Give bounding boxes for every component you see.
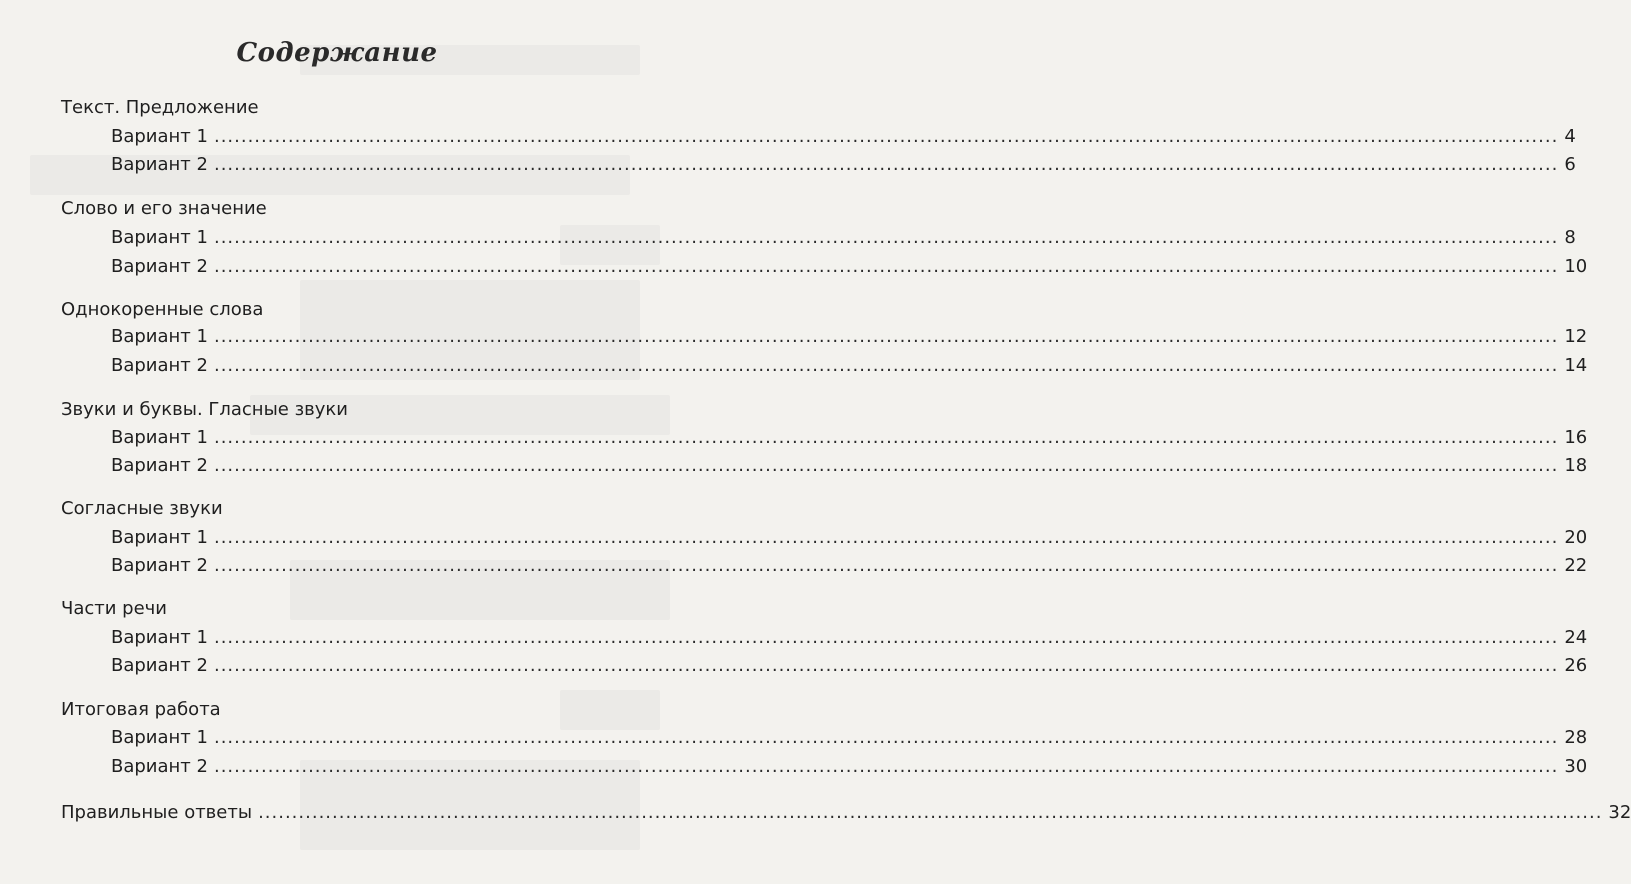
page-number: 18: [1564, 455, 1588, 476]
entry-label: Вариант 2: [111, 355, 208, 376]
dot-leader: ........................................................................................................................................................................................................: [213, 527, 1559, 548]
entry-label: Вариант 1: [111, 227, 208, 248]
dot-leader: ........................................................................................................................................................................................................: [213, 627, 1559, 648]
page-number: 6: [1564, 154, 1576, 175]
page-number: 4: [1564, 126, 1576, 147]
toc-entry[interactable]: [111, 655, 1588, 681]
page-number: 28: [1564, 727, 1588, 748]
page-number: 24: [1564, 627, 1588, 648]
toc-entry[interactable]: [111, 427, 1588, 453]
dot-leader: ........................................................................................................................................................................................................: [213, 326, 1559, 347]
toc-entry[interactable]: [111, 126, 1576, 152]
entry-label: Вариант 1: [111, 427, 208, 448]
dot-leader: ........................................................................................................................................................................................................: [213, 355, 1559, 376]
dot-leader: ........................................................................................................................................................................................................: [213, 427, 1559, 448]
toc-entry[interactable]: [111, 455, 1588, 481]
dot-leader: ........................................................................................................................................................................................................: [213, 555, 1559, 576]
toc-entry[interactable]: [111, 727, 1588, 753]
entry-label: Вариант 2: [111, 756, 208, 777]
dot-leader: ........................................................................................................................................................................................................: [213, 655, 1559, 676]
entry-label: Правильные ответы: [61, 802, 253, 823]
page-number: 12: [1564, 326, 1588, 347]
toc-entry[interactable]: [111, 355, 1588, 381]
page-number: 32: [1608, 802, 1631, 823]
page-number: 30: [1564, 756, 1588, 777]
page-number: 16: [1564, 427, 1588, 448]
toc-entry-answers[interactable]: [61, 802, 1631, 828]
section-heading: Согласные звуки: [61, 498, 223, 519]
entry-label: Вариант 1: [111, 627, 208, 648]
toc-entry[interactable]: [111, 154, 1576, 180]
entry-label: Вариант 2: [111, 256, 208, 277]
entry-label: Вариант 1: [111, 527, 208, 548]
toc-entry[interactable]: [111, 555, 1588, 581]
toc-entry[interactable]: [111, 326, 1588, 352]
dot-leader: ........................................................................................................................................................................................................: [213, 256, 1559, 277]
dot-leader: ........................................................................................................................................................................................................: [213, 455, 1559, 476]
page-number: 14: [1564, 355, 1588, 376]
entry-label: Вариант 2: [111, 154, 208, 175]
section-heading: Звуки и буквы. Гласные звуки: [61, 399, 348, 420]
section-heading: Части речи: [61, 598, 168, 619]
section-heading: Итоговая работа: [61, 699, 221, 720]
toc-entry[interactable]: [111, 756, 1588, 782]
entry-label: Вариант 2: [111, 455, 208, 476]
toc-entry[interactable]: [111, 627, 1588, 653]
page-title: Содержание: [236, 38, 438, 68]
entry-label: Вариант 1: [111, 727, 208, 748]
toc-entry[interactable]: [111, 256, 1588, 282]
toc-entry[interactable]: [111, 527, 1588, 553]
dot-leader: ........................................................................................................................................................................................................: [213, 154, 1559, 175]
dot-leader: ........................................................................................................................................................................................................: [213, 227, 1559, 248]
entry-label: Вариант 2: [111, 555, 208, 576]
entry-label: Вариант 1: [111, 126, 208, 147]
dot-leader: ........................................................................................................................................................................................................: [258, 802, 1603, 823]
toc-entry[interactable]: [111, 227, 1576, 253]
section-heading: Однокоренные слова: [61, 299, 264, 320]
page-number: 22: [1564, 555, 1588, 576]
dot-leader: ........................................................................................................................................................................................................: [213, 126, 1559, 147]
page-number: 20: [1564, 527, 1588, 548]
entry-label: Вариант 2: [111, 655, 208, 676]
entry-label: Вариант 1: [111, 326, 208, 347]
section-heading: Слово и его значение: [61, 198, 267, 219]
page-number: 10: [1564, 256, 1588, 277]
dot-leader: ........................................................................................................................................................................................................: [213, 727, 1559, 748]
page-number: 8: [1564, 227, 1576, 248]
dot-leader: ........................................................................................................................................................................................................: [213, 756, 1559, 777]
page-number: 26: [1564, 655, 1588, 676]
section-heading: Текст. Предложение: [61, 97, 259, 118]
